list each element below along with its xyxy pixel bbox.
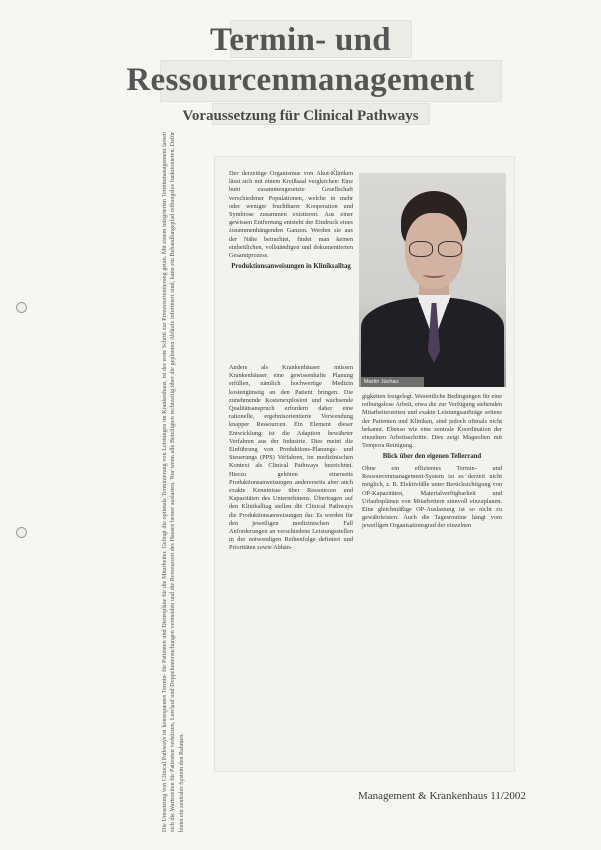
article-intro: Der derzeitige Organismus von Akut-Kliniken lässt sich mit einem Kreißsaal vergleichen: Eine bunt zusammengesetzte Gesellschaft verschiedener Populationen, welche in mehr oder weniger fruchtbarer Kooperation und Symbiose zusammen existieren. Aus einer gewissen Entfernung entsteht der Eindruck eines zusammenhängenden Ganzen. Werden sie aus der Nähe betrachtet, findet man keinen einheitlichen, vollständigen und dokumentierten Gesamtprozess. — [229, 170, 353, 260]
headline-line-1: Termin- und — [210, 22, 391, 58]
headline-line-2: Ressourcenmanagement — [126, 62, 475, 98]
section-heading: Blick über den eigenen Tellerrand — [382, 453, 482, 461]
article-column-left — [229, 364, 353, 553]
photo-caption: Martin Jüchau — [361, 377, 424, 387]
article-column-right — [362, 393, 502, 531]
article-body-right-b: Ohne ein effizientes Termin- und Ressourcenmanagement-System ist es derzeit nicht möglich, z. B. Elektivfälle unter Berücksichtigung von OP-Kapazitäten, Materialverfügbarkeit und Urlaubsplänen von Mitarbeitern sinnvoll einzuplanen. Eine gleichmäßige OP-Auslastung ist so nicht zu gewährleisten. Auch die Tagesroutine hängt vom jeweiligen Organisationsgrad der einzelnen — [362, 465, 502, 530]
section-heading: Produktionsanweisungen in Kliniksalltag — [231, 263, 351, 271]
side-teaser: Die Umsetzung von Clinical Pathways ist konsequentes Termin- für Patienten und Dienstpläne für die Mitarbeiter. Gelingt die optimale Terminierung von Leistungen im Krankenhaus, ist der erste Schritt zur Prozessorientierung getan. Mit einem integrierten Terminmanagement lassen sich die Wartezeiten für Patienten verkürzen, Leerlauf und Doppeluntersuchungen vermeiden und die Ressourcen des Hauses besser auslasten. Nur wenn alle Beteiligten rechtzeitig über die geplanten Abläufe informiert sind, kann ein Behandlungspfad reibungslos funktionieren. Dafür bietet ein zentrales System den Rahmen. — [162, 132, 185, 832]
publication-footer: Management & Krankenhaus 11/2002 — [358, 790, 526, 802]
binder-hole-icon — [16, 527, 27, 538]
headline-subtitle: Voraussetzung für Clinical Pathways — [182, 108, 419, 124]
article-body-left: Anders als Krankenhäuser müssen Krankenhäuser eine gewissenhafte Planung erfüllen, nämlich hochwertige Medizin kostengünstig an den Patient bringen. Die zunehmende Kostenexplosion und wachsende Qualitätsanspruch erfordern daher eine rationelle, ergebnisorientierte Verwendung knapper Ressourcen. Ein Element dieser Entwicklung ist die Adaption bewährter Verfahren aus der Industrie. Dies meint die Einführung von Produktions-Planungs- und Steuerungs (PPS) Verfahren, im medizinischen Kontext als Clinical Pathways bezeichnet. Hierzu gehören einerseits Produktionsanweisungen andererseits aber auch exakte Kenntnisse über Ressourcen und Kapazitäten des Unternehmens. Übertragen auf den Klinikalltag stellen die Clinical Pathways die Produktionsanweisungen dar. Es werden für den jeweiligen medizinischen Fall Anforderungen an verschiedene Leistungsstellen in der notwendigen Reihenfolge definiert und Prioritäten sowie Abhän- — [229, 364, 353, 552]
article-body-right-a: gigkeiten festgelegt. Wesentliche Bedingungen für eine reibungslose Arbeit, etwa die zur Verfügung stehenden Mitarbeiterzeiten und exakte Leistungsaufträge seitens der Patienten und Kliniken, sind jedoch oftmals nicht bekannt. Ebenso wie eine zentrale Koordination der einzelnen Arbeitsschritte. Dies zeigt Magnolien mit Tempora Reinigung. — [362, 393, 502, 450]
binder-hole-icon — [16, 302, 27, 313]
article-column-top — [229, 170, 353, 275]
author-portrait — [359, 173, 506, 387]
